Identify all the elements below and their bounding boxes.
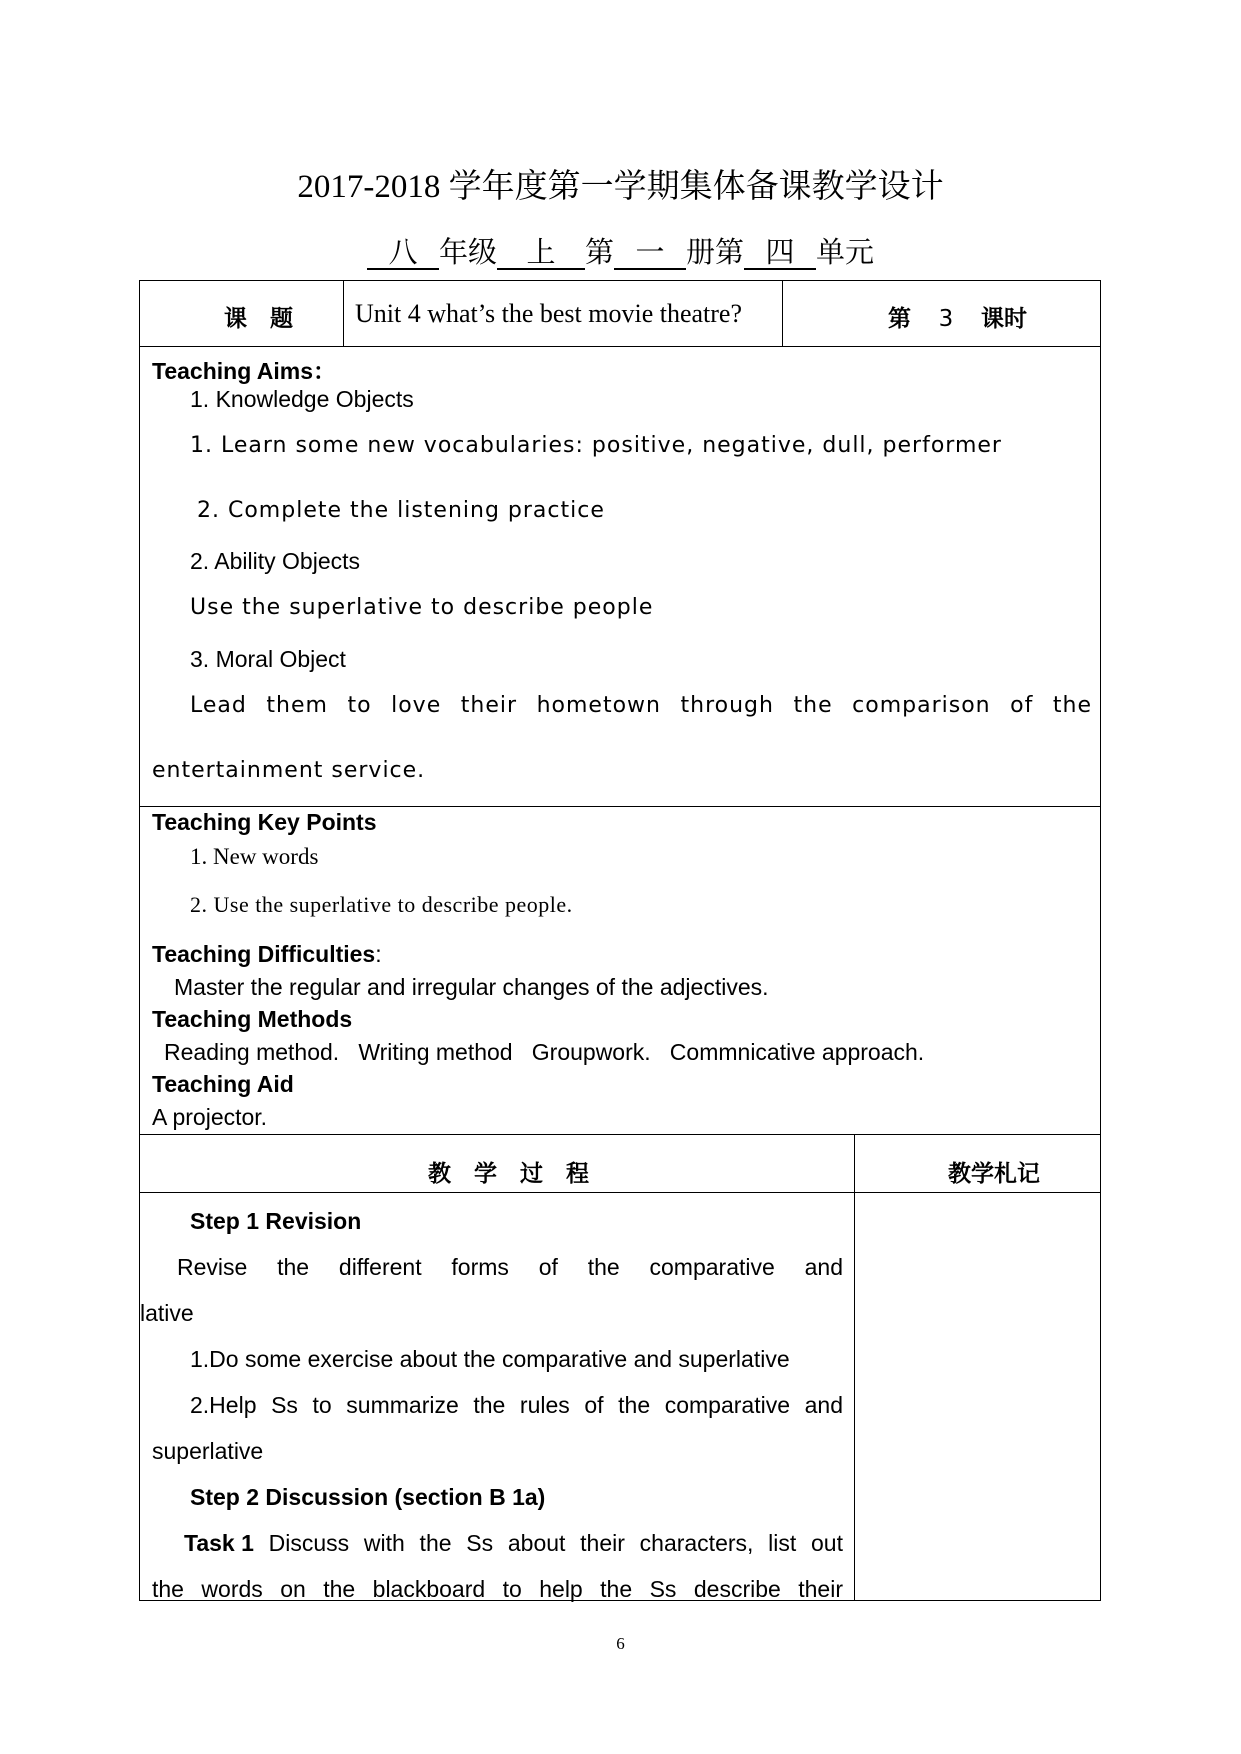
table-rule: [139, 1192, 1101, 1193]
task1-label: Task 1: [184, 1530, 254, 1556]
ability-text: Use the superlative to describe people: [190, 595, 654, 620]
difficulties-heading: Teaching Difficulties:: [152, 941, 382, 967]
step1-heading: Step 1 Revision: [190, 1208, 362, 1234]
table-divider: [782, 280, 783, 346]
knowledge-objects: 1. Knowledge Objects: [190, 386, 414, 412]
moral-text: Lead them to love their hometown through the comparison of the: [190, 693, 1092, 718]
table-divider: [854, 1134, 855, 1601]
aid-text: A projector.: [152, 1104, 268, 1130]
book-value: 一: [614, 238, 686, 270]
aid-heading: Teaching Aid: [152, 1071, 294, 1097]
methods-text: Reading method. Writing method Groupwork. Commnicative approach.: [164, 1039, 925, 1065]
difficulties-text: Master the regular and irregular changes of the adjectives.: [174, 974, 769, 1000]
volume-label: 第: [584, 237, 614, 269]
methods-heading: Teaching Methods: [152, 1006, 353, 1032]
step1-item-continued: superlative: [152, 1438, 264, 1464]
grade-value: 八: [367, 238, 439, 270]
period-label: [888, 300, 1027, 333]
unit-label: 单元: [816, 237, 875, 269]
table-rule: [139, 346, 1101, 347]
period-suffix: 课时: [981, 306, 1027, 332]
step2-heading: Step 2 Discussion (section B 1a): [190, 1484, 546, 1510]
knowledge-item: 1. Learn some new vocabularies: positive, negative, dull, performer: [190, 433, 1002, 458]
knowledge-item: 2. Complete the listening practice: [197, 498, 605, 523]
document-subtitle: [0, 230, 1241, 271]
book-label: 册第: [686, 237, 745, 269]
topic-label: 课 题: [224, 306, 293, 332]
table-divider: [343, 280, 344, 346]
process-header: 教 学 过 程: [428, 1161, 589, 1187]
document-title: 2017-2018 学年度第一学期集体备课教学设计: [297, 169, 944, 205]
unit-value: 四: [744, 238, 816, 270]
topic-value: Unit 4 what’s the best movie theatre?: [355, 299, 743, 328]
moral-object: 3. Moral Object: [190, 646, 346, 672]
volume-value: 上: [497, 238, 585, 270]
key-point-item: 2. Use the superlative to describe people.: [190, 892, 573, 917]
step1-item: 2.Help Ss to summarize the rules of the comparative and: [190, 1392, 843, 1418]
moral-text-continued: entertainment service.: [152, 758, 426, 783]
step1-text: Revise the different forms of the comparative and: [177, 1254, 843, 1280]
task1-text-continued: the words on the blackboard to help the Ss describe their: [152, 1576, 843, 1602]
grade-label: 年级: [438, 237, 497, 269]
table-rule: [139, 1134, 1101, 1135]
page-number: 6: [616, 1634, 625, 1653]
period-prefix: 第: [888, 306, 911, 332]
step1-item: 1.Do some exercise about the comparative and superlative: [190, 1346, 790, 1372]
aims-heading: Teaching Aims：: [152, 358, 337, 384]
key-points-heading: Teaching Key Points: [152, 809, 377, 835]
notes-header: 教学札记: [948, 1161, 1040, 1187]
table-rule: [139, 806, 1101, 807]
task1-text: Task 1 Discuss with the Ss about their characters, list out: [184, 1530, 843, 1556]
step1-text-continued: lative: [140, 1300, 194, 1326]
key-point-item: 1. New words: [190, 844, 319, 869]
period-number: 3: [938, 306, 954, 332]
ability-objects: 2. Ability Objects: [190, 548, 361, 574]
